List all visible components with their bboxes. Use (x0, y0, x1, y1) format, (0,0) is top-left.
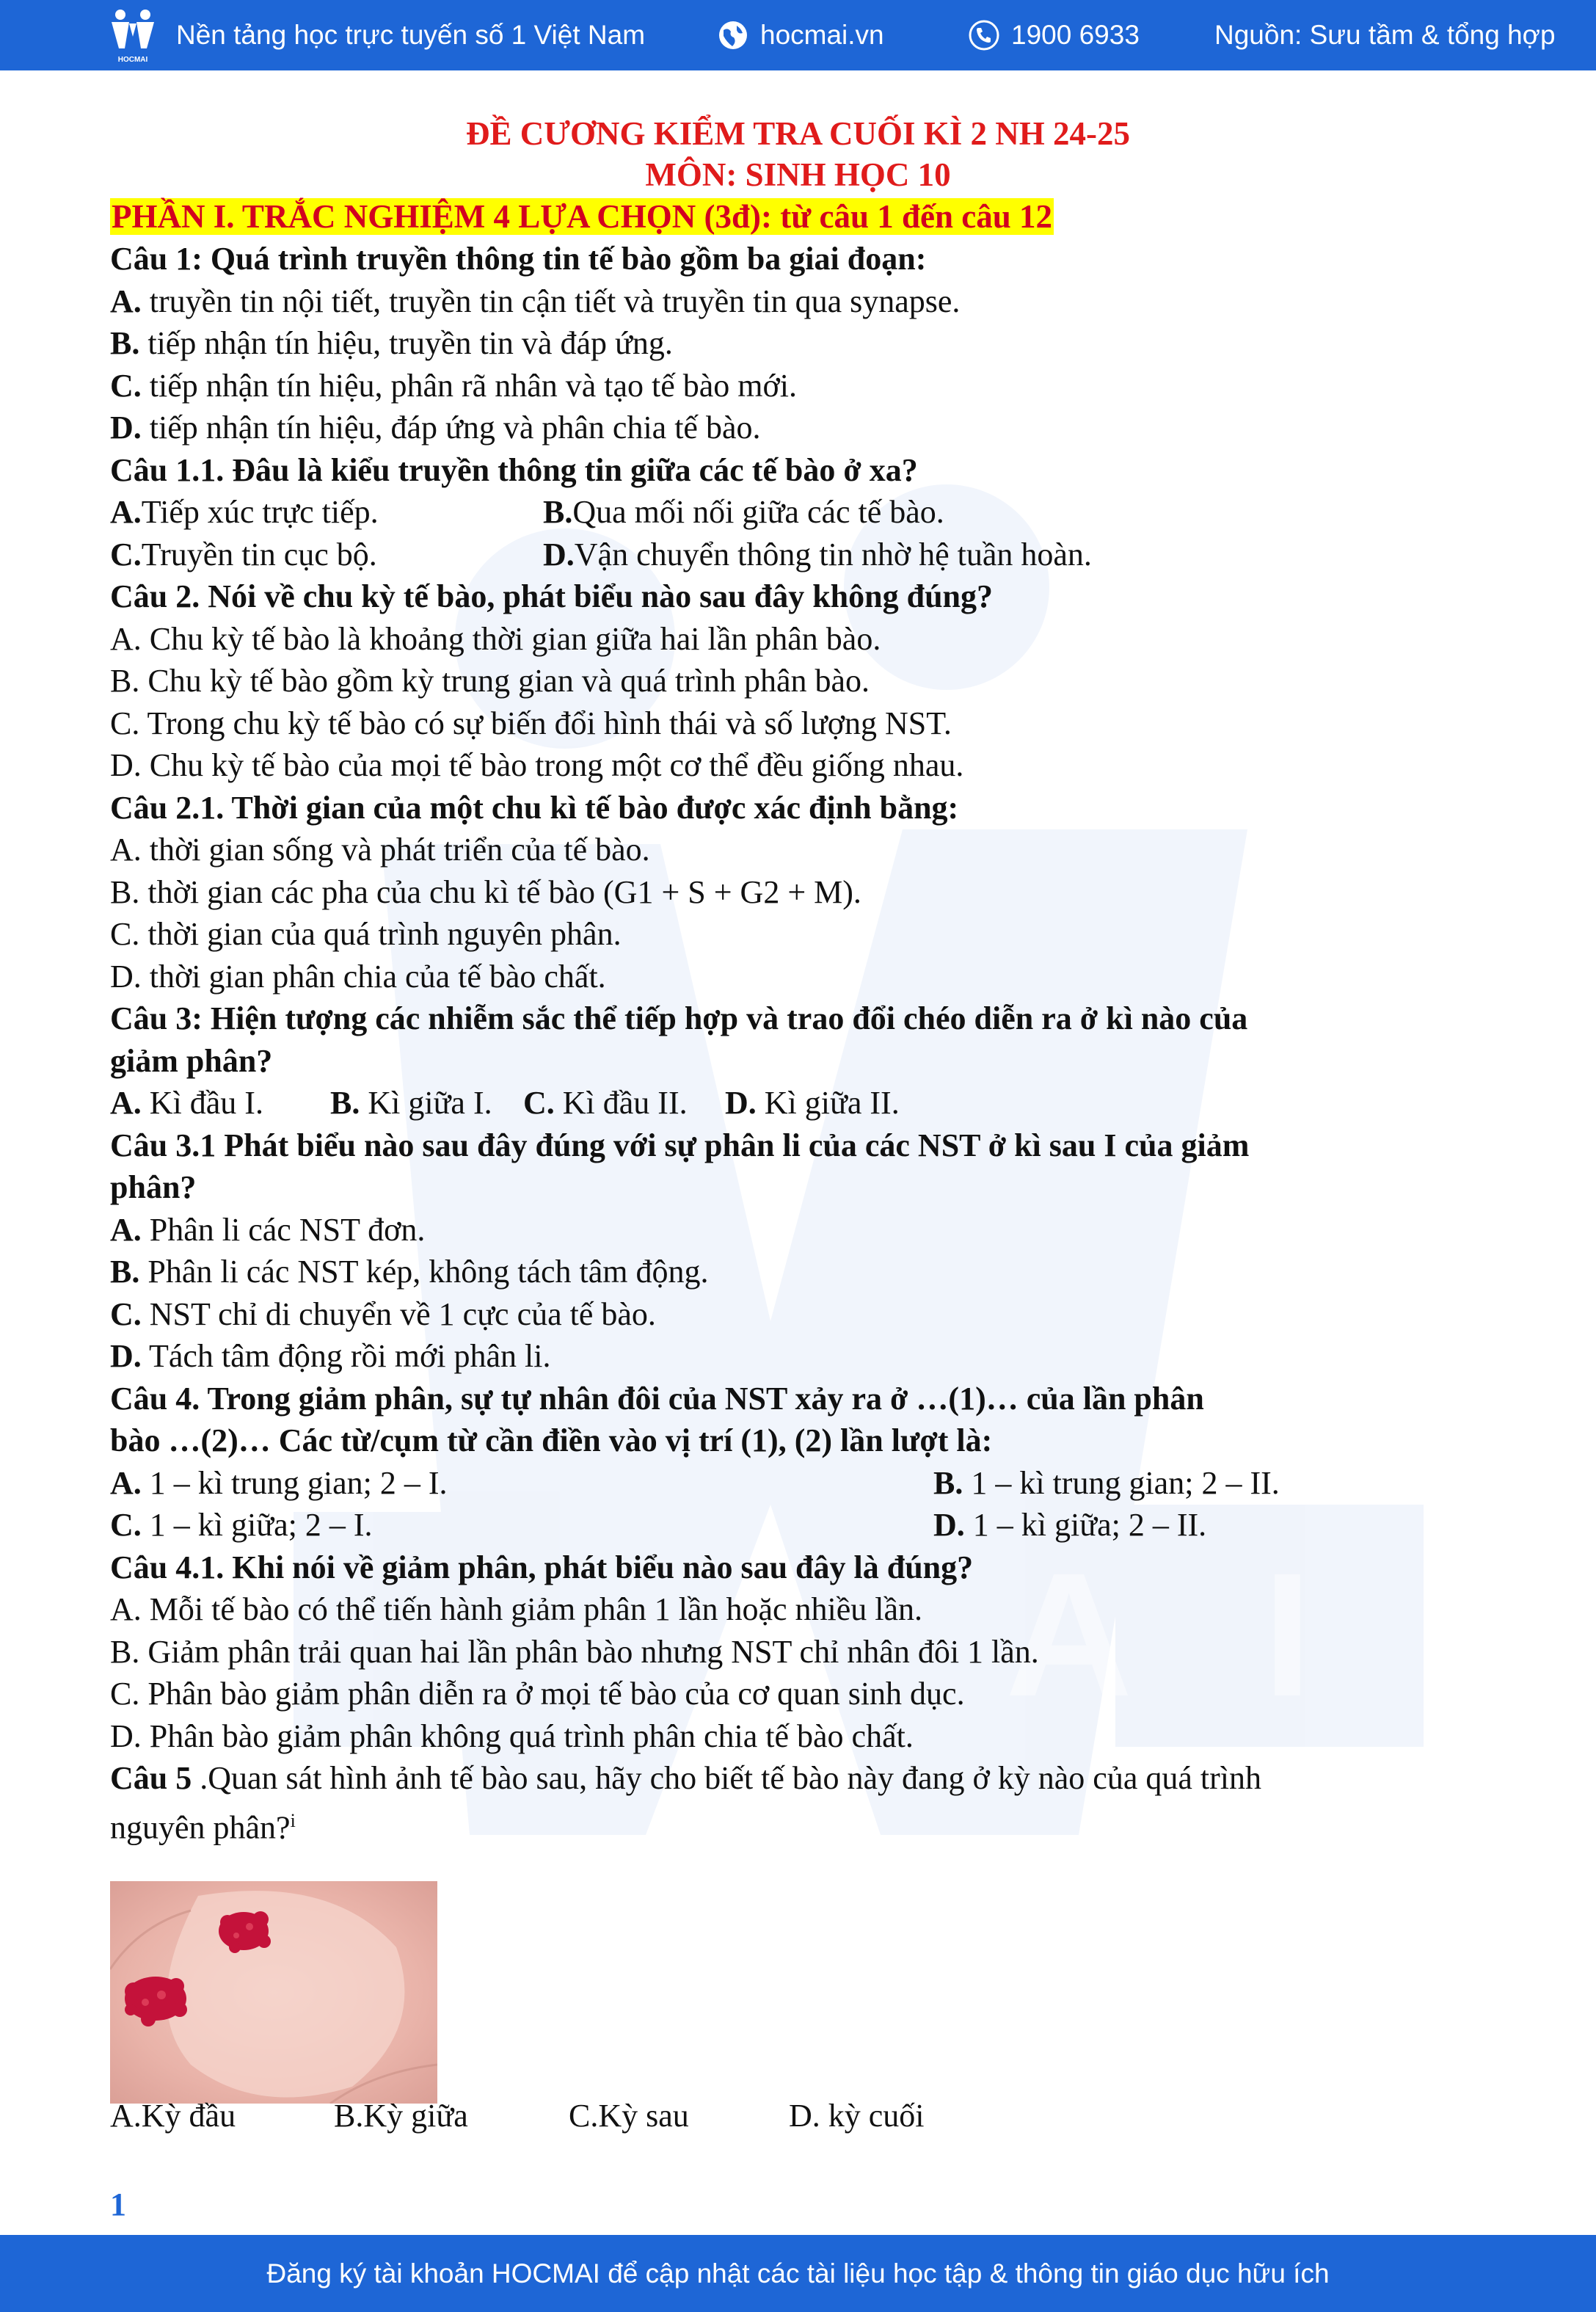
q2-1-option-a: A. thời gian sống và phát triển của tế bào. (110, 832, 650, 868)
q1-option-d: D. tiếp nhận tín hiệu, đáp ứng và phân chia tế bào. (110, 410, 761, 446)
section-heading: PHẦN I. TRẮC NGHIỆM 4 LỰA CHỌN (3đ): từ câu 1 đến câu 12 (112, 198, 1053, 235)
header-tagline: Nền tảng học trực tuyến số 1 Việt Nam (176, 20, 646, 50)
q4-option-a: A. 1 – kì trung gian; 2 – I. (110, 1465, 448, 1501)
question-2: Câu 2. Nói về chu kỳ tế bào, phát biểu nào sau đây không đúng? (110, 578, 994, 614)
q1-option-a: A. truyền tin nội tiết, truyền tin cận tiết và truyền tin qua synapse. (110, 283, 961, 319)
q1-1-options-row1 (110, 492, 1504, 533)
q1-1-option-c: C.Truyền tin cục bộ. (110, 537, 377, 572)
website-label: hocmai.vn (760, 20, 884, 50)
q2-option-c: C. Trong chu kỳ tế bào có sự biến đổi hình thái và số lượng NST. (110, 705, 952, 741)
q3-options (110, 1083, 1504, 1124)
question-5-line1: Câu 5 .Quan sát hình ảnh tế bào sau, hãy cho biết tế bào này đang ở kỳ nào của quá trình (110, 1760, 1261, 1796)
q3-1-option-b: B. Phân li các NST kép, không tách tâm động. (110, 1254, 709, 1290)
q1-1-option-d: D.Vận chuyển thông tin nhờ hệ tuần hoàn. (543, 537, 1092, 572)
phone-label: 1900 6933 (1011, 20, 1140, 50)
q4-1-option-a: A. Mỗi tế bào có thể tiến hành giảm phân 1 lần hoặc nhiều lần. (110, 1591, 923, 1627)
doc-title: ĐỀ CƯƠNG KIỂM TRA CUỐI KÌ 2 NH 24-25 (465, 115, 1131, 152)
logo-text: HOCMAI (117, 56, 148, 64)
q5-option-b: B.Kỳ giữa (334, 2098, 468, 2134)
question-2-1: Câu 2.1. Thời gian của một chu kì tế bào được xác định bằng: (110, 790, 959, 826)
q2-option-b: B. Chu kỳ tế bào gồm kỳ trung gian và quá trình phân bào. (110, 663, 870, 699)
q2-option-a: A. Chu kỳ tế bào là khoảng thời gian giữa hai lần phân bào. (110, 621, 881, 657)
header-phone[interactable] (969, 0, 1140, 70)
footnote-marker: i (290, 1810, 296, 1831)
q5-options (110, 2095, 1504, 2137)
q3-1-option-a: A. Phân li các NST đơn. (110, 1212, 426, 1248)
mitosis-cell-image (110, 1881, 437, 2104)
q2-1-option-c: C. thời gian của quá trình nguyên phân. (110, 916, 622, 952)
q4-1-option-c: C. Phân bào giảm phân diễn ra ở mọi tế bào của cơ quan sinh dục. (110, 1676, 965, 1712)
q1-option-b: B. tiếp nhận tín hiệu, truyền tin và đáp ứng. (110, 325, 673, 361)
question-3-1-line2: phân? (110, 1169, 197, 1205)
question-3-line1: Câu 3: Hiện tượng các nhiễm sắc thể tiếp hợp và trao đổi chéo diễn ra ở kì nào của (110, 1000, 1248, 1036)
question-3-line2: giảm phân? (110, 1043, 273, 1079)
question-4-1: Câu 4.1. Khi nói về giảm phân, phát biểu nào sau đây là đúng? (110, 1549, 974, 1585)
question-4-line1: Câu 4. Trong giảm phân, sự tự nhân đôi của NST xảy ra ở …(1)… của lần phân (110, 1381, 1204, 1417)
q3-1-option-c: C. NST chỉ di chuyển về 1 cực của tế bào. (110, 1296, 656, 1332)
question-5-line2: nguyên phân?$^i$ (110, 1809, 296, 1846)
question-3-1-line1: Câu 3.1 Phát biểu nào sau đây đúng với sự phân li của các NST ở kì sau I của giảm (110, 1127, 1250, 1163)
header-source: Nguồn: Sưu tầm & tổng hợp (1214, 20, 1556, 50)
question-1-1: Câu 1.1. Đâu là kiểu truyền thông tin giữa các tế bào ở xa? (110, 452, 918, 488)
q2-1-option-b: B. thời gian các pha của chu kì tế bào (G1 + S + G2 + M). (110, 874, 861, 910)
question-4-line2: bào …(2)… Các từ/cụm từ cần điền vào vị trí (1), (2) lần lượt là: (110, 1422, 993, 1458)
q4-option-c: C. 1 – kì giữa; 2 – I. (110, 1507, 373, 1543)
phone-icon (969, 20, 999, 51)
q3-1-option-d: D. Tách tâm động rồi mới phân li. (110, 1338, 551, 1374)
question-1: Câu 1: Quá trình truyền thông tin tế bào gồm ba giai đoạn: (110, 241, 927, 277)
q4-option-d: D. 1 – kì giữa; 2 – II. (933, 1507, 1207, 1543)
footer-bar[interactable] (0, 2235, 1596, 2312)
footer-text: Đăng ký tài khoản HOCMAI để cập nhật các tài liệu học tập & thông tin giáo dục hữu ích (266, 2258, 1330, 2289)
q3-option-c: C. Kì đầu II. (523, 1085, 688, 1121)
q5-option-c: C.Kỳ sau (569, 2098, 689, 2134)
q4-options-row1 (110, 1463, 1504, 1504)
q4-options-row2 (110, 1505, 1504, 1546)
q1-option-c: C. tiếp nhận tín hiệu, phân rã nhân và tạo tế bào mới. (110, 368, 798, 404)
q5-option-a: A.Kỳ đầu (110, 2098, 236, 2134)
q2-option-d: D. Chu kỳ tế bào của mọi tế bào trong một cơ thể đều giống nhau. (110, 747, 964, 783)
q3-option-b: B. Kì giữa I. (330, 1085, 492, 1121)
q4-1-option-b: B. Giảm phân trải quan hai lần phân bào nhưng NST chỉ nhân đôi 1 lần. (110, 1634, 1039, 1670)
q1-1-option-b: B.Qua mối nối giữa các tế bào. (543, 494, 944, 530)
globe-icon (718, 20, 748, 51)
q1-1-option-a: A.Tiếp xúc trực tiếp. (110, 494, 379, 530)
header-website[interactable] (718, 0, 884, 70)
q1-1-options-row2 (110, 534, 1504, 575)
q3-option-d: D. Kì giữa II. (725, 1085, 900, 1121)
q5-option-d: D. kỳ cuối (789, 2098, 925, 2134)
hocmai-logo-icon[interactable] (109, 7, 157, 65)
top-header-bar (0, 0, 1596, 70)
q3-option-a: A. Kì đầu I. (110, 1085, 263, 1121)
q2-1-option-d: D. thời gian phân chia của tế bào chất. (110, 959, 606, 995)
q4-1-option-d: D. Phân bào giảm phân không quá trình phân chia tế bào chất. (110, 1718, 914, 1754)
page-number: 1 (110, 2186, 126, 2222)
q4-option-b: B. 1 – kì trung gian; 2 – II. (933, 1465, 1280, 1501)
doc-subject: MÔN: SINH HỌC 10 (645, 156, 951, 193)
svg-text:A I: A I (1005, 1536, 1356, 1733)
